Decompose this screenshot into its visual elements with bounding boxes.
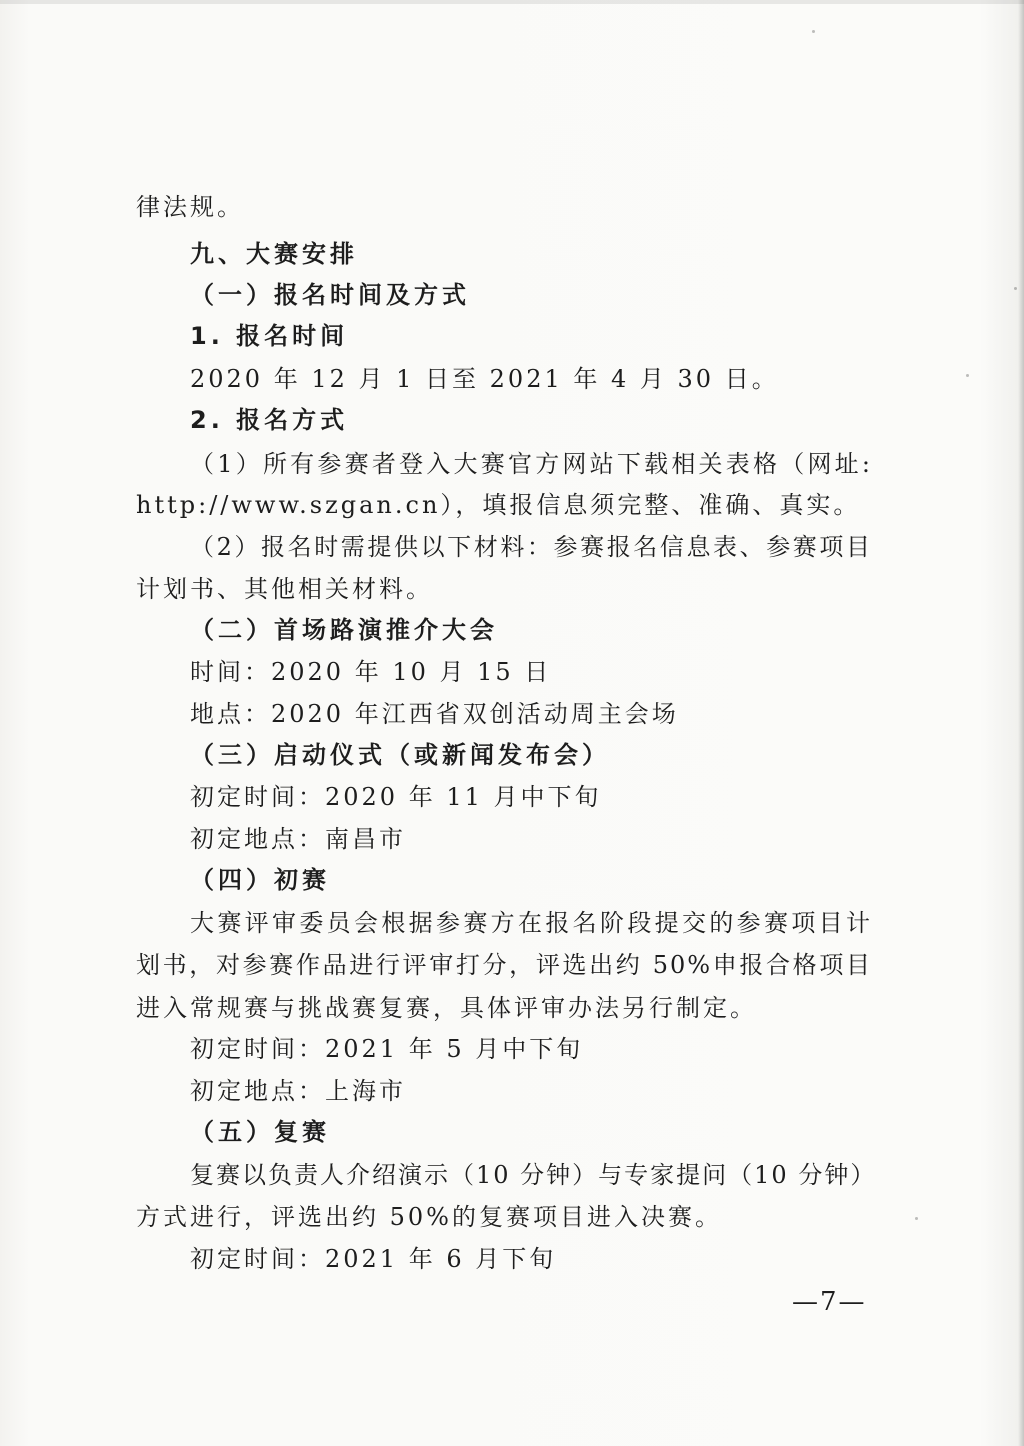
- scan-speck: [812, 30, 815, 33]
- scan-edge-top: [0, 0, 1024, 4]
- scan-edge-right: [1018, 0, 1024, 1446]
- subsection-heading: （二）首场路演推介大会: [190, 616, 498, 644]
- paragraph-line: 2020 年 12 月 1 日至 2021 年 4 月 30 日。: [190, 365, 779, 393]
- item-heading: 2. 报名方式: [190, 406, 349, 434]
- subsection-heading: （五）复赛: [190, 1118, 330, 1146]
- subsection-heading: （一）报名时间及方式: [190, 281, 470, 309]
- paragraph-line: （1）所有参赛者登入大赛官方网站下载相关表格（网址:: [190, 450, 872, 478]
- paragraph-line: 初定地点：南昌市: [190, 825, 406, 853]
- scan-speck: [1014, 287, 1017, 290]
- paragraph-line: 进入常规赛与挑战赛复赛，具体评审办法另行制定。: [136, 994, 757, 1022]
- subsection-heading: （三）启动仪式（或新闻发布会）: [190, 741, 610, 769]
- paragraph-line: 复赛以负责人介绍演示（10 分钟）与专家提问（10 分钟）: [190, 1161, 877, 1189]
- paragraph-line: 初定地点：上海市: [190, 1077, 406, 1105]
- paragraph-line: 划书，对参赛作品进行评审打分，评选出约 50%申报合格项目: [136, 951, 872, 979]
- paragraph-line: 地点：2020 年江西省双创活动周主会场: [190, 700, 679, 728]
- item-heading: 1. 报名时间: [190, 322, 349, 350]
- section-heading: 九、大赛安排: [190, 240, 358, 268]
- scan-speck: [915, 1217, 918, 1220]
- scan-speck: [966, 374, 969, 377]
- paragraph-line: http://www.szgan.cn），填报信息须完整、准确、真实。: [136, 491, 861, 519]
- page-number: —7—: [792, 1287, 867, 1317]
- paragraph-line: （2）报名时需提供以下材料：参赛报名信息表、参赛项目: [190, 533, 872, 561]
- paragraph-line: 律法规。: [136, 193, 244, 221]
- paragraph-line: 初定时间：2021 年 6 月下旬: [190, 1245, 557, 1273]
- paragraph-line: 初定时间：2021 年 5 月中下旬: [190, 1035, 584, 1063]
- paragraph-line: 初定时间：2020 年 11 月中下旬: [190, 783, 602, 811]
- paragraph-line: 计划书、其他相关材料。: [136, 575, 433, 603]
- paragraph-line: 方式进行，评选出约 50%的复赛项目进入决赛。: [136, 1203, 722, 1231]
- paragraph-line: 时间：2020 年 10 月 15 日: [190, 658, 552, 686]
- subsection-heading: （四）初赛: [190, 866, 330, 894]
- paragraph-line: 大赛评审委员会根据参赛方在报名阶段提交的参赛项目计: [190, 909, 872, 937]
